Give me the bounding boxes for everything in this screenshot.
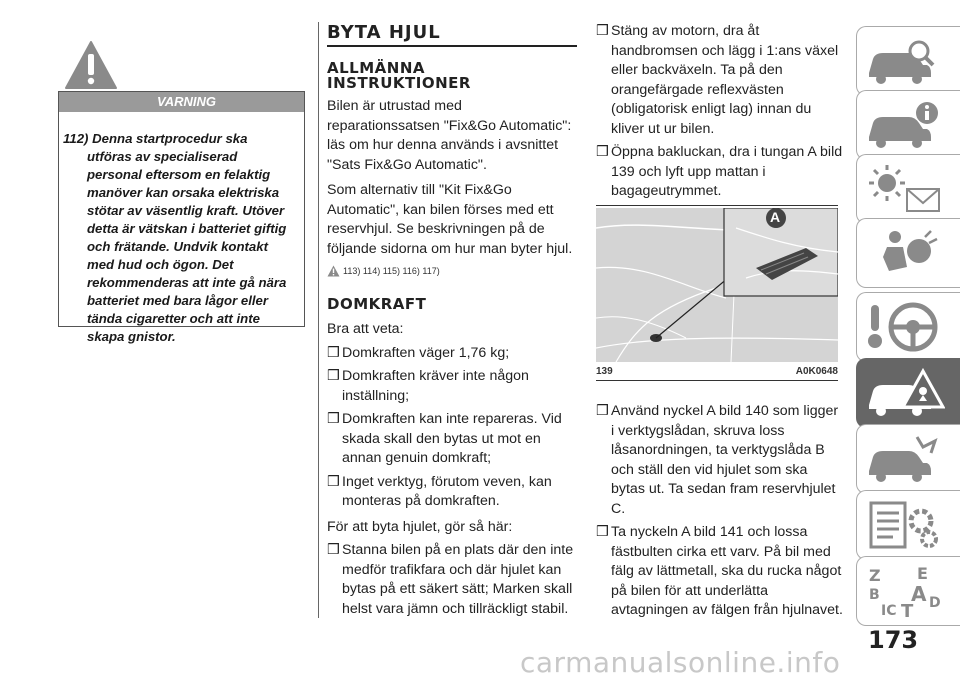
trunk-illustration xyxy=(596,208,838,362)
general-para-2: Som alternativ till "Kit Fix&Go Automatic", kan bilen förses med ett reservhjul. Se beskrivningen på de följande sidorna om hur man byter hjul. xyxy=(327,182,573,257)
tab-steering[interactable] xyxy=(856,292,960,362)
trunk-floor-drawing xyxy=(596,208,838,362)
checkbox-bullet-icon: ❒ xyxy=(327,542,340,558)
figure-top-rule xyxy=(596,205,838,206)
svg-text:B: B xyxy=(869,587,880,603)
checkbox-bullet-icon: ❒ xyxy=(596,144,609,160)
right-column-bottom xyxy=(596,402,844,621)
column-divider xyxy=(318,22,319,618)
svg-text:IC: IC xyxy=(881,603,897,617)
jack-bullet: ❒ Inget verktyg, förutom veven, kan monteras på domkraften. xyxy=(327,473,552,509)
figure-139 xyxy=(596,205,838,385)
steering-wheel-icon xyxy=(865,301,945,353)
warning-triangle-icon xyxy=(64,40,118,90)
reference-numbers: 113) 114) 115) 116) 117) xyxy=(343,266,440,276)
warning-text xyxy=(63,130,292,346)
tab-car-service[interactable] xyxy=(856,424,960,494)
tab-index[interactable] xyxy=(856,556,960,626)
tab-warning-lights[interactable] xyxy=(856,154,960,224)
checkbox-bullet-icon: ❒ xyxy=(596,524,609,540)
jack-bullet: ❒ Domkraften kräver inte någon inställning; xyxy=(327,368,529,404)
warning-body: Denna startprocedur ska utföras av specialiserad personal eftersom en felaktig manöver kan orsaka elektriska stötar av väsentlig kraft. Utöver detta är vätskan i batteriet giftig och frätande. Undvik kontakt med hud och ögon. Det rekommenderas att inte gå nära batteriet med bara lågor eller tända cigaretter och att inte skapa gnistor. xyxy=(87,131,287,344)
small-warning-icon xyxy=(327,265,340,277)
tab-breakdown[interactable] xyxy=(856,358,960,428)
car-breakdown-icon xyxy=(865,367,945,419)
warning-lights-icon xyxy=(865,163,945,215)
tab-airbag[interactable] xyxy=(856,218,960,288)
step-item: ❒ Stanna bilen på en plats där den inte medför trafikfara och där hjulet kan bytas på ett säkert sätt; Marken skall helst vara jämn och tillräckligt stabil. xyxy=(327,542,574,617)
warning-references xyxy=(327,265,577,277)
checkbox-bullet-icon: ❒ xyxy=(596,403,609,419)
section-title: BYTA HJUL xyxy=(327,22,577,47)
general-para-1: Bilen är utrustad med reparationssatsen "Fix&Go Automatic": läs om hur denna används i avsnittet "Sats Fix&Go Automatic". xyxy=(327,98,572,173)
svg-text:D: D xyxy=(929,595,941,611)
checkbox-bullet-icon: ❒ xyxy=(327,368,340,384)
middle-column xyxy=(327,22,577,619)
svg-text:E: E xyxy=(917,565,928,583)
page-number: 173 xyxy=(868,626,919,654)
airbag-person-icon xyxy=(865,227,945,279)
step-item: ❒ Använd nyckel A bild 140 som ligger i verktygslådan, skruva loss låsanordningen, ta verktygslåda B och ställ den vid hjulet som ska bytas ut. Ta sedan fram reservhjulet C. xyxy=(596,403,839,517)
howto-intro: För att byta hjulet, gör så här: xyxy=(327,518,513,535)
tab-specs[interactable] xyxy=(856,490,960,560)
car-search-icon xyxy=(865,35,945,87)
warning-number: 112) xyxy=(63,131,89,146)
svg-text:A: A xyxy=(911,582,927,606)
figure-number: 139 xyxy=(596,365,613,377)
jack-title: DOMKRAFT xyxy=(327,295,427,313)
jack-intro: Bra att veta: xyxy=(327,321,404,337)
specs-gear-icon xyxy=(865,499,945,551)
jack-bullet: ❒ Domkraften väger 1,76 kg; xyxy=(327,344,577,364)
figure-label-a: A xyxy=(770,209,781,225)
figure-caption xyxy=(596,362,838,381)
step-item: ❒ Ta nyckeln A bild 141 och lossa fästbulten cirka ett varv. På bil med fälg av lättmetall, ska du rucka något på bilen för att underlätta avtagningen av fälgen från hjulnavet. xyxy=(596,524,843,618)
checkbox-bullet-icon: ❒ xyxy=(327,411,340,427)
right-column-top xyxy=(596,22,844,202)
figure-code: A0K0648 xyxy=(795,365,838,377)
jack-bullet: ❒ Domkraften kan inte repareras. Vid skada skall den bytas ut mot en annan genuin domkraft; xyxy=(327,411,562,466)
step-item: ❒ Öppna bakluckan, dra i tungan A bild 139 och lyft upp mattan i bagageutrymmet. xyxy=(596,144,843,199)
svg-text:T: T xyxy=(901,601,914,617)
tab-car-search[interactable] xyxy=(856,26,960,96)
step-item: ❒ Stäng av motorn, dra åt handbromsen och lägg i 1:ans växel eller backväxeln. Ta på den orangefärgade reflexvästen (obligatorisk enligt lag) innan du kliver ut ur bilen. xyxy=(596,23,839,137)
checkbox-bullet-icon: ❒ xyxy=(596,23,609,39)
general-instructions-title: ALLMÄNNA INSTRUKTIONER xyxy=(327,59,471,92)
warning-box xyxy=(58,91,305,344)
warning-header: VARNING xyxy=(59,92,304,112)
tab-car-info[interactable] xyxy=(856,90,960,160)
car-info-icon xyxy=(865,99,945,151)
checkbox-bullet-icon: ❒ xyxy=(327,473,340,490)
watermark: carmanualsonline.info xyxy=(520,646,841,679)
car-service-icon xyxy=(865,433,945,485)
index-letters-icon xyxy=(865,565,945,617)
checkbox-bullet-icon: ❒ xyxy=(327,344,340,361)
svg-text:Z: Z xyxy=(869,566,881,585)
